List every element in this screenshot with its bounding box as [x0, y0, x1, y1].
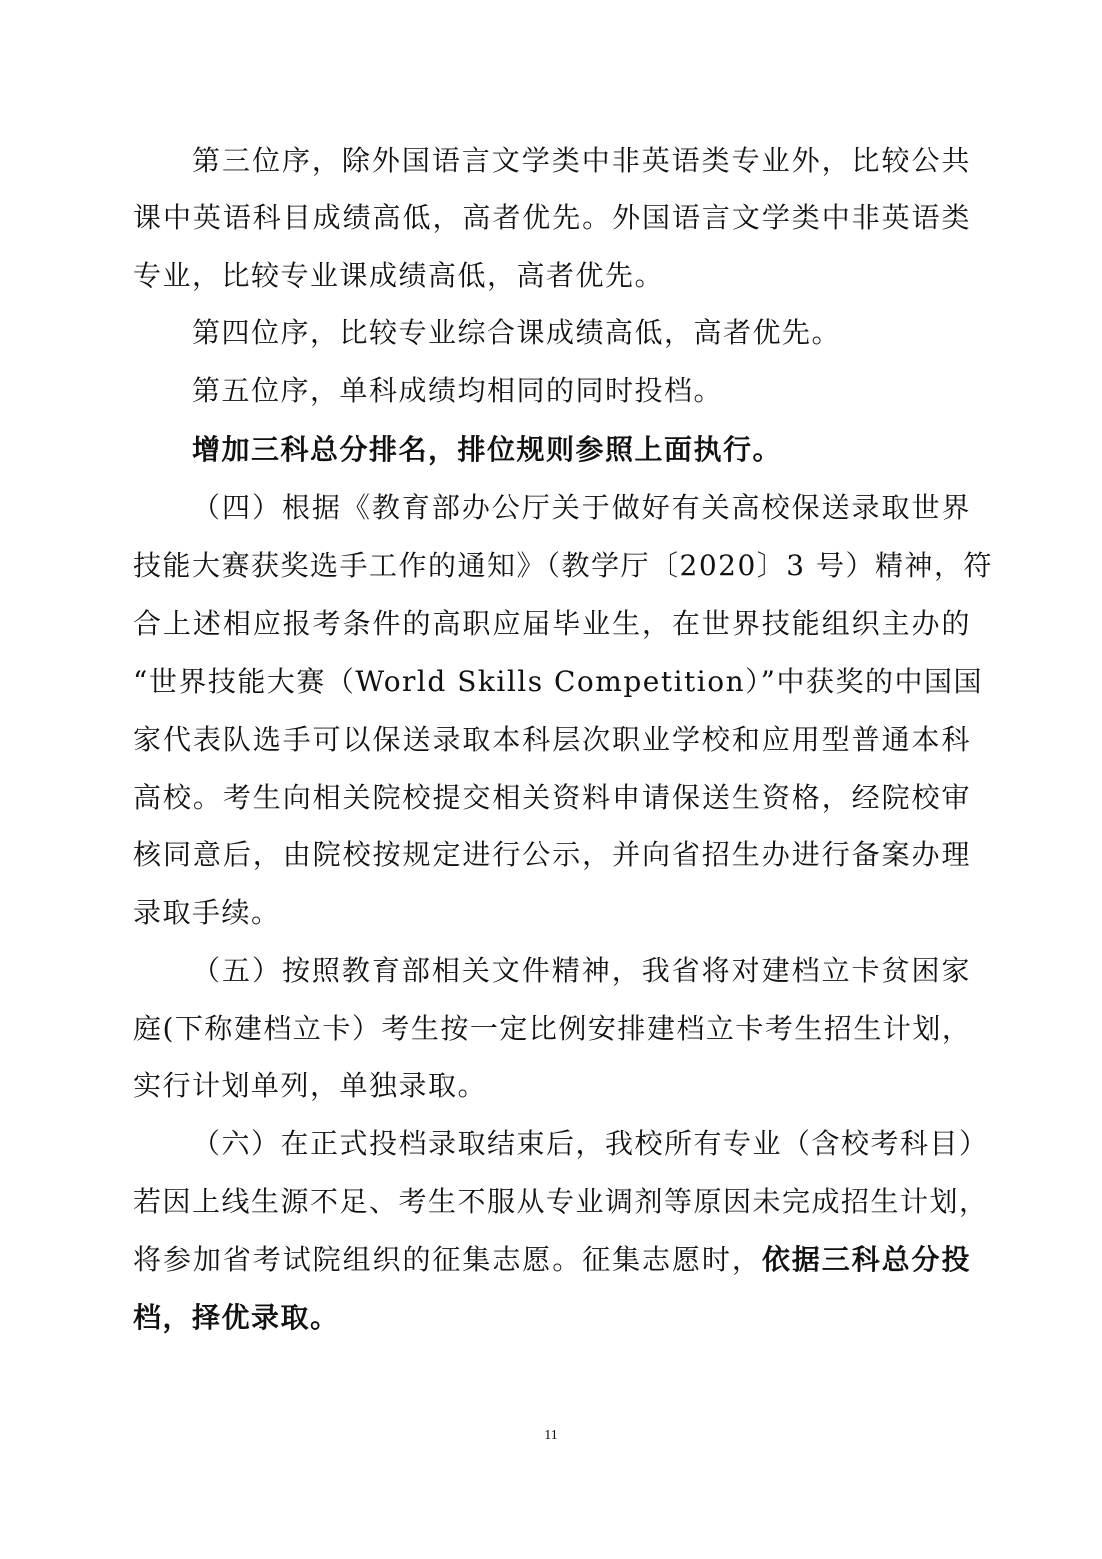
- bold-statement: 增加三科总分排名，排位规则参照上面执行。: [192, 433, 783, 466]
- paragraph-line: （六）在正式投档录取结束后，我校所有专业（含校考科目）: [192, 1127, 989, 1160]
- bold-statement: 档，择优录取。: [133, 1301, 340, 1334]
- paragraph-line: 录取手续。: [133, 896, 281, 929]
- plain-text: 将参加省考试院组织的征集志愿。征集志愿时，: [133, 1243, 762, 1276]
- paragraph-line: 庭(下称建档立卡）考生按一定比例安排建档立卡考生招生计划，: [133, 1012, 972, 1045]
- paragraph-line: 合上述相应报考条件的高职应届毕业生，在世界技能组织主办的: [133, 607, 971, 640]
- paragraph-line: 第四位序，比较专业综合课成绩高低，高者优先。: [192, 316, 842, 349]
- paragraph-line: [133, 1242, 971, 1278]
- paragraph-line: 核同意后，由院校按规定进行公示，并向省招生办进行备案办理: [133, 838, 971, 871]
- paragraph-line: （五）按照教育部相关文件精神，我省将对建档立卡贫困家: [192, 954, 971, 987]
- paragraph-line: 课中英语科目成绩高低，高者优先。外国语言文学类中非英语类: [133, 201, 971, 234]
- paragraph-line: 高校。考生向相关院校提交相关资料申请保送生资格，经院校审: [133, 781, 971, 814]
- paragraph-line: 专业，比较专业课成绩高低，高者优先。: [133, 259, 665, 292]
- paragraph-line: 第五位序，单科成绩均相同的同时投档。: [192, 374, 724, 407]
- paragraph-line: “世界技能大赛（World Skills Competition）”中获奖的中国国: [133, 665, 983, 698]
- bold-text: 依据三科总分投: [761, 1243, 971, 1276]
- paragraph-line: 实行计划单列，单独录取。: [133, 1069, 488, 1102]
- paragraph-line: 技能大赛获奖选手工作的通知》（教学厅〔2020〕3 号）精神，符: [133, 549, 993, 582]
- page-number: 11: [544, 1428, 558, 1443]
- paragraph-line: 若因上线生源不足、考生不服从专业调剂等原因未完成招生计划，: [133, 1185, 989, 1218]
- paragraph-line: （四）根据《教育部办公厅关于做好有关高校保送录取世界: [192, 491, 971, 524]
- paragraph-line: 家代表队选手可以保送录取本科层次职业学校和应用型普通本科: [133, 723, 971, 756]
- paragraph-line: 第三位序，除外国语言文学类中非英语类专业外，比较公共: [192, 144, 971, 177]
